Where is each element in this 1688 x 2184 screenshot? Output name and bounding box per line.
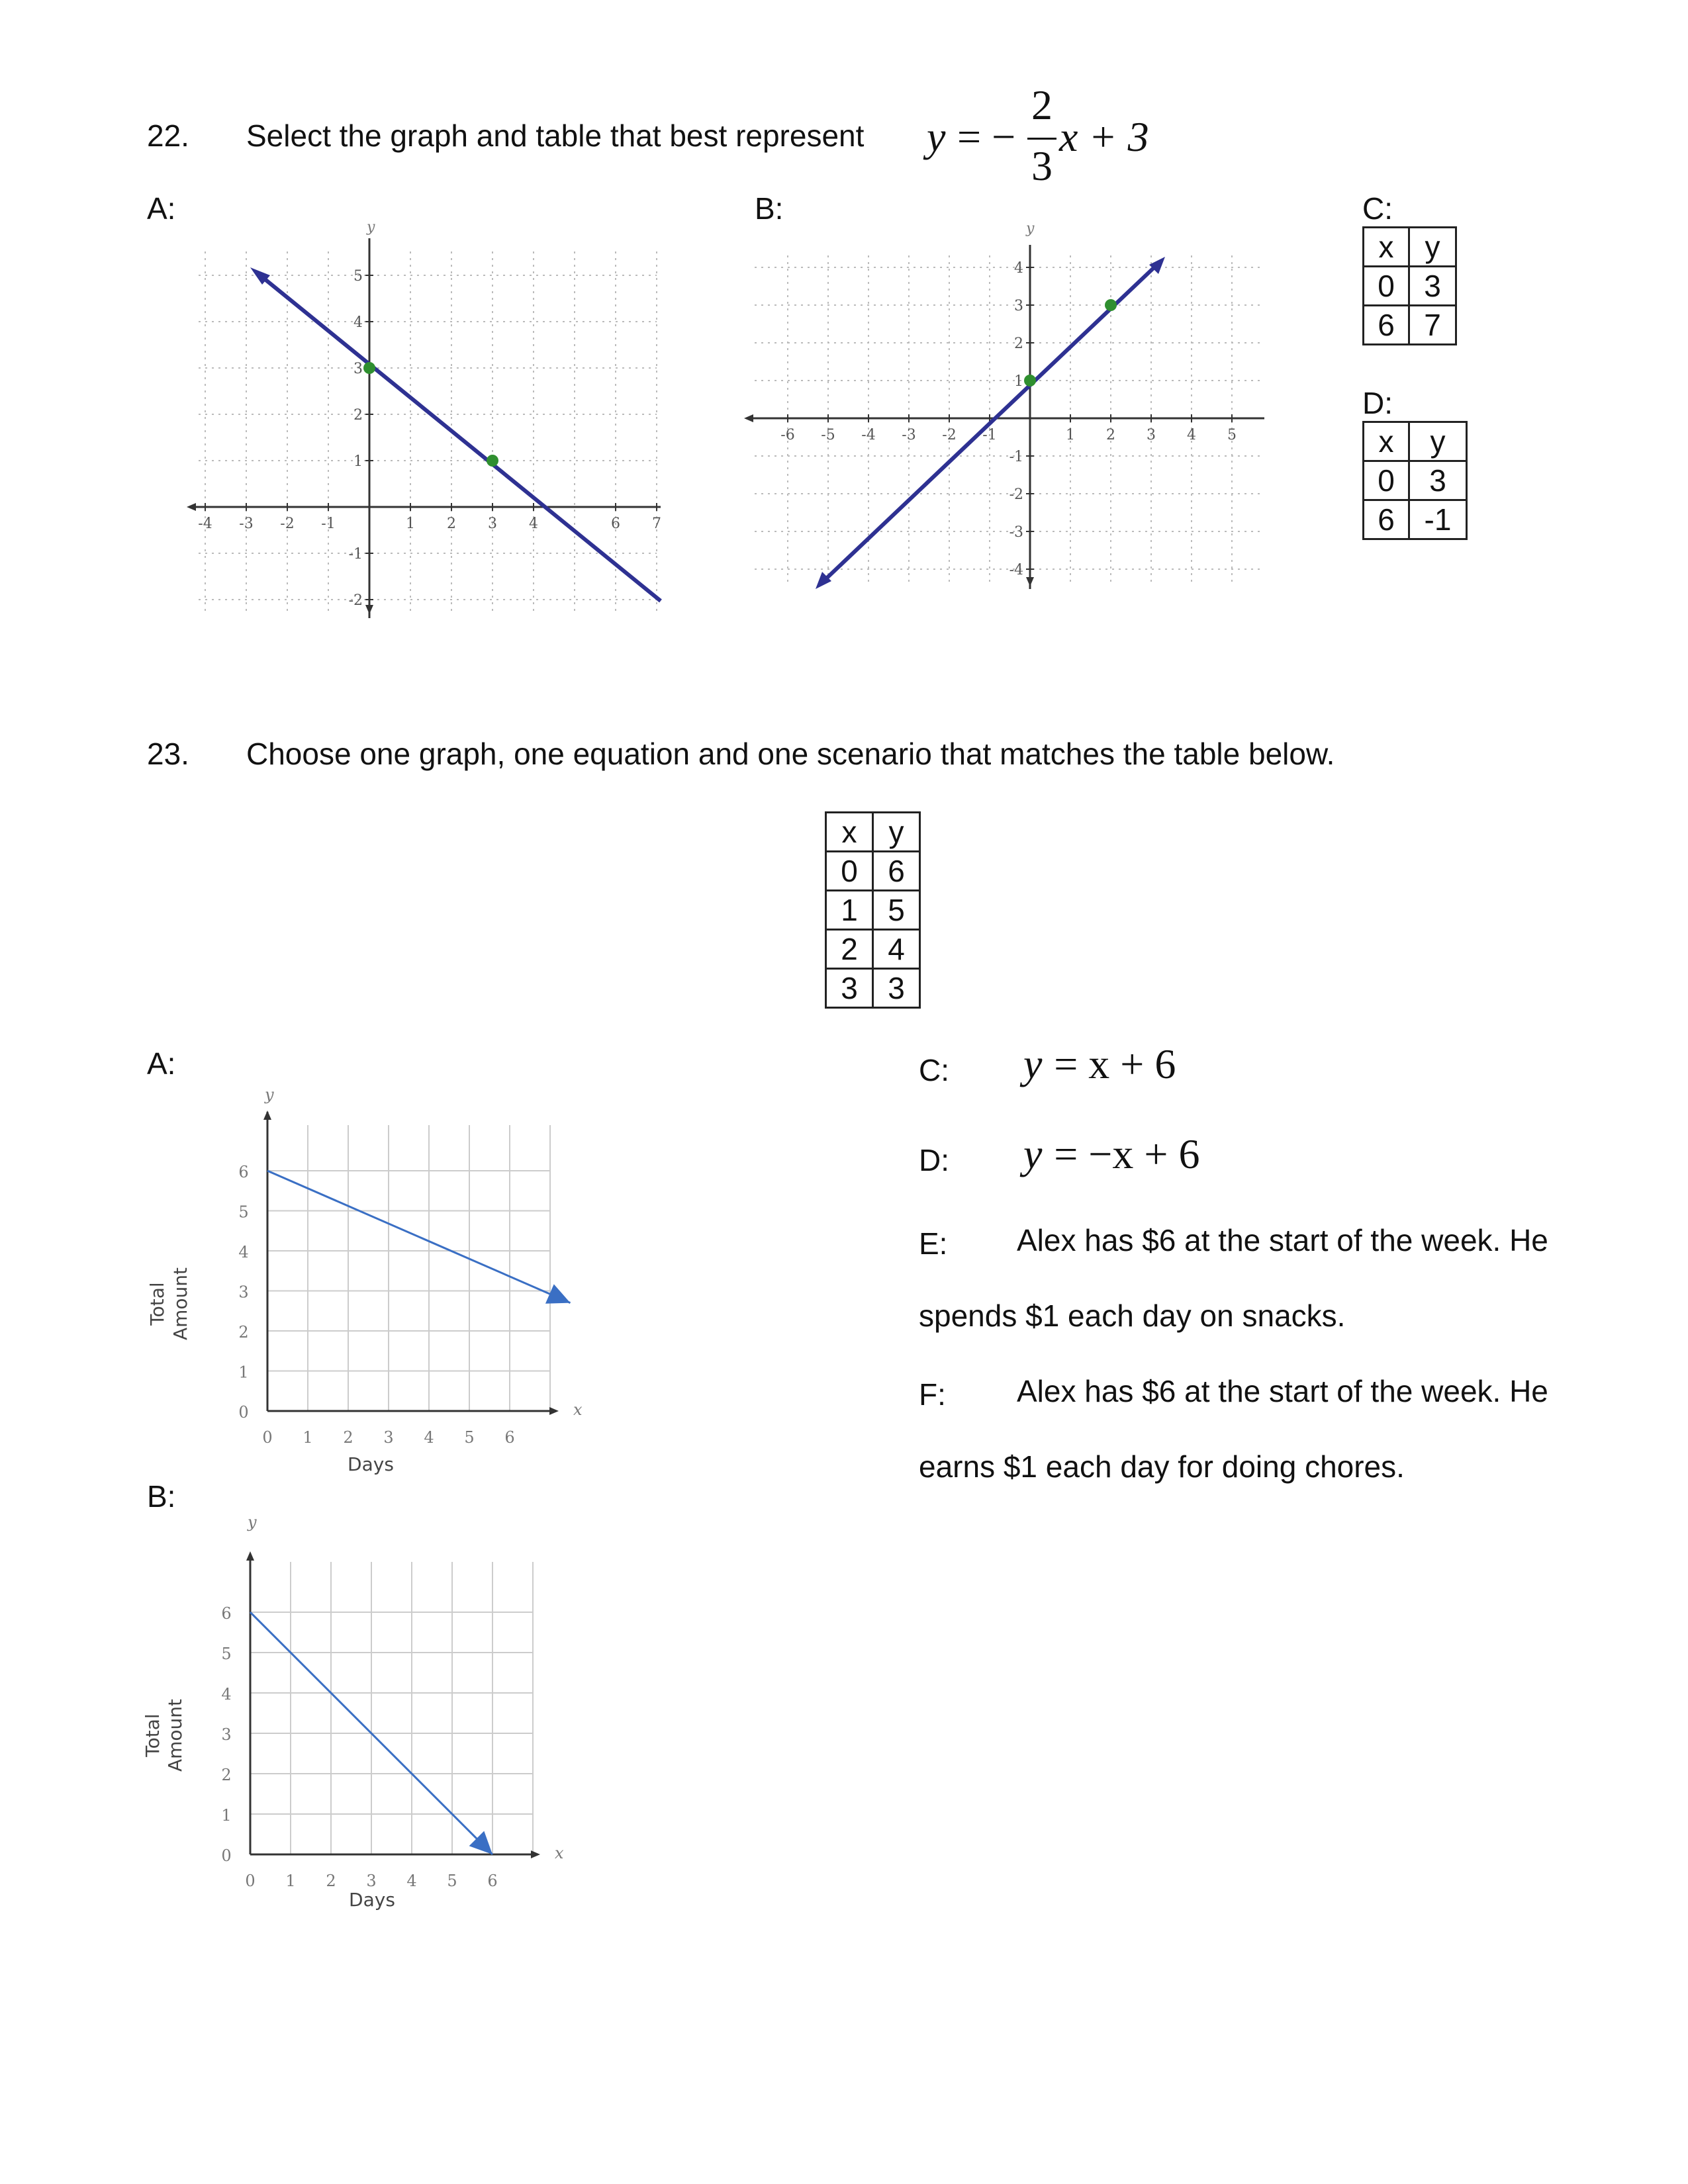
q23-option-d-label: D: bbox=[919, 1143, 949, 1177]
cell: 5 bbox=[873, 891, 920, 930]
equation-rhs: = x + 6 bbox=[1054, 1040, 1176, 1087]
x-axis-arrow bbox=[744, 414, 753, 422]
y-tick-label: 3 bbox=[238, 1283, 249, 1302]
cell: 3 bbox=[873, 969, 920, 1008]
table-23 bbox=[825, 811, 921, 1009]
table-22d bbox=[1362, 421, 1468, 540]
y-tick-label: 3 bbox=[1014, 298, 1023, 314]
header-y: y bbox=[1409, 422, 1467, 461]
equation-rhs: = −x + 6 bbox=[1054, 1130, 1200, 1177]
fraction-denominator: 3 bbox=[1031, 142, 1053, 189]
graph-23b bbox=[139, 1509, 602, 1919]
cell: 6 bbox=[873, 852, 920, 891]
cell: 6 bbox=[1364, 500, 1409, 539]
q22-option-d-label: D: bbox=[1362, 386, 1393, 420]
x-tick-label: -2 bbox=[942, 427, 957, 443]
x-tick-label: -4 bbox=[861, 427, 876, 443]
table-row bbox=[826, 852, 920, 891]
y-tick-label: 1 bbox=[238, 1363, 249, 1382]
table-header bbox=[1364, 422, 1467, 461]
q23-option-f-line1: Alex has $6 at the start of the week. He bbox=[1017, 1374, 1548, 1408]
fraction-numerator: 2 bbox=[1031, 81, 1053, 128]
q23-option-b-label: B: bbox=[147, 1479, 176, 1514]
y-tick-label: 2 bbox=[221, 1766, 232, 1784]
y-axis-label: y bbox=[248, 1513, 257, 1531]
x-tick-label: 4 bbox=[424, 1428, 434, 1447]
y-tick-label: -3 bbox=[1009, 524, 1023, 541]
fraction-bar bbox=[1027, 138, 1056, 140]
x-tick-label: -4 bbox=[198, 516, 212, 532]
y-tick-label: 6 bbox=[221, 1604, 232, 1623]
header-x: x bbox=[1364, 422, 1409, 461]
q22-option-c-label: C: bbox=[1362, 191, 1393, 226]
x-axis-label: x bbox=[573, 1400, 583, 1419]
equation-rest: x + 3 bbox=[1059, 113, 1149, 160]
x-tick-label: 4 bbox=[406, 1872, 417, 1890]
plotted-point bbox=[1105, 299, 1117, 311]
y-tick-label: 5 bbox=[238, 1203, 249, 1222]
table-row bbox=[826, 969, 920, 1008]
x-tick-label: 3 bbox=[488, 516, 497, 532]
x-tick-label: 0 bbox=[262, 1428, 273, 1447]
q23-option-e-line1: Alex has $6 at the start of the week. He bbox=[1017, 1223, 1548, 1257]
q23-option-c-equation bbox=[1023, 1039, 1176, 1089]
x-axis-arrow bbox=[531, 1850, 540, 1858]
y-axis-arrow bbox=[246, 1551, 254, 1561]
equation-lhs: y bbox=[1023, 1040, 1043, 1087]
x-tick-label: -1 bbox=[321, 516, 336, 532]
y-tick-label: 2 bbox=[1014, 336, 1023, 352]
cell: 6 bbox=[1364, 306, 1409, 345]
x-tick-label: 1 bbox=[285, 1872, 296, 1890]
y-tick-label: 5 bbox=[221, 1645, 232, 1663]
y-tick-label: -4 bbox=[1009, 562, 1023, 578]
y-axis-arrow bbox=[1026, 577, 1034, 586]
x-tick-label: 3 bbox=[366, 1872, 377, 1890]
table-header bbox=[1364, 228, 1456, 267]
question-23-number: 23. bbox=[147, 737, 189, 771]
y-title-line2: Amount bbox=[169, 1267, 191, 1341]
y-tick-label: 6 bbox=[238, 1163, 249, 1181]
cell: 0 bbox=[1364, 267, 1409, 306]
y-axis-label: y bbox=[265, 1085, 274, 1104]
x-tick-label: -6 bbox=[780, 427, 795, 443]
y-tick-label: -1 bbox=[348, 546, 363, 563]
x-tick-label: 4 bbox=[529, 516, 538, 532]
cell: 4 bbox=[873, 930, 920, 969]
q23-option-e-label: E: bbox=[919, 1226, 948, 1261]
y-tick-label: -2 bbox=[1009, 486, 1023, 503]
table-row bbox=[826, 930, 920, 969]
cell: 2 bbox=[826, 930, 873, 969]
q22-option-b-label: B: bbox=[755, 191, 784, 226]
table-row bbox=[1364, 500, 1467, 539]
q23-option-d-equation bbox=[1023, 1129, 1199, 1179]
cell: 0 bbox=[826, 852, 873, 891]
x-tick-label: 6 bbox=[504, 1428, 515, 1447]
cell: 3 bbox=[1409, 461, 1467, 500]
y-tick-label: 2 bbox=[238, 1323, 249, 1342]
x-tick-label: -3 bbox=[239, 516, 254, 532]
graph-22a bbox=[185, 218, 675, 629]
equation-lhs: y bbox=[927, 113, 946, 160]
plotted-point bbox=[363, 362, 375, 374]
y-title-line1: Total bbox=[146, 1282, 168, 1326]
y-axis-label: y bbox=[1026, 220, 1035, 237]
graph-23a bbox=[146, 1079, 609, 1482]
x-tick-label: -5 bbox=[821, 427, 835, 443]
y-tick-label: 4 bbox=[353, 314, 363, 331]
x-tick-label: 1 bbox=[406, 516, 415, 532]
y-tick-label: -1 bbox=[1009, 449, 1023, 465]
x-tick-label: 5 bbox=[447, 1872, 457, 1890]
x-tick-label: 2 bbox=[343, 1428, 353, 1447]
y-tick-label: 1 bbox=[221, 1806, 232, 1825]
x-tick-label: 2 bbox=[447, 516, 456, 532]
y-tick-label: 4 bbox=[1014, 260, 1023, 277]
x-axis-arrow bbox=[187, 503, 196, 511]
x-tick-label: 5 bbox=[1227, 427, 1237, 443]
x-title: Days bbox=[348, 1453, 394, 1475]
x-tick-label: 3 bbox=[1147, 427, 1156, 443]
y-axis-label: y bbox=[367, 219, 375, 236]
header-y: y bbox=[873, 813, 920, 852]
data-line bbox=[267, 1171, 571, 1303]
table-row bbox=[826, 891, 920, 930]
x-tick-label: 1 bbox=[303, 1428, 313, 1447]
y-tick-label: 0 bbox=[238, 1403, 249, 1422]
q23-option-f-line2: earns $1 each day for doing chores. bbox=[919, 1449, 1405, 1484]
x-tick-label: 7 bbox=[652, 516, 661, 532]
q23-option-f-label: F: bbox=[919, 1377, 946, 1412]
x-tick-label: -3 bbox=[902, 427, 916, 443]
x-axis-label: x bbox=[555, 1844, 564, 1862]
header-x: x bbox=[1364, 228, 1409, 267]
plotted-point bbox=[487, 455, 498, 467]
q23-option-c-label: C: bbox=[919, 1053, 949, 1087]
table-row bbox=[1364, 461, 1467, 500]
x-tick-label: 2 bbox=[326, 1872, 336, 1890]
y-tick-label: 2 bbox=[353, 407, 363, 424]
y-tick-label: 0 bbox=[221, 1846, 232, 1865]
y-tick-label: 4 bbox=[238, 1243, 249, 1261]
table-row bbox=[1364, 306, 1456, 345]
cell: 3 bbox=[826, 969, 873, 1008]
x-tick-label: 6 bbox=[487, 1872, 498, 1890]
cell: 7 bbox=[1409, 306, 1456, 345]
x-axis-arrow bbox=[549, 1407, 559, 1415]
y-tick-label: 5 bbox=[353, 268, 363, 285]
x-tick-label: 4 bbox=[1187, 427, 1196, 443]
plotted-point bbox=[1024, 375, 1036, 387]
y-tick-label: 1 bbox=[353, 453, 363, 470]
equation-lhs: y bbox=[1023, 1130, 1043, 1177]
y-tick-label: 3 bbox=[221, 1725, 232, 1744]
table-22c bbox=[1362, 226, 1457, 345]
cell: 1 bbox=[826, 891, 873, 930]
y-tick-label: -2 bbox=[348, 592, 363, 609]
y-title-line2: Amount bbox=[164, 1698, 186, 1772]
q23-option-e-line2: spends $1 each day on snacks. bbox=[919, 1298, 1346, 1333]
x-tick-label: 1 bbox=[1066, 427, 1075, 443]
cell: 3 bbox=[1409, 267, 1456, 306]
equation-equals: = − bbox=[957, 113, 1016, 160]
x-tick-label: 6 bbox=[611, 516, 620, 532]
x-tick-label: 3 bbox=[383, 1428, 394, 1447]
x-tick-label: 5 bbox=[464, 1428, 475, 1447]
table-row bbox=[1364, 267, 1456, 306]
header-y: y bbox=[1409, 228, 1456, 267]
x-tick-label: 2 bbox=[1106, 427, 1115, 443]
table-header bbox=[826, 813, 920, 852]
graph-22b bbox=[741, 218, 1271, 602]
q22-option-a-label: A: bbox=[147, 191, 176, 226]
y-title-line1: Total bbox=[142, 1713, 164, 1757]
y-tick-label: 4 bbox=[221, 1685, 232, 1704]
q23-option-a-label: A: bbox=[147, 1046, 176, 1081]
cell: 0 bbox=[1364, 461, 1409, 500]
y-tick-label: 1 bbox=[1014, 373, 1023, 390]
question-22-number: 22. bbox=[147, 118, 189, 153]
cell: -1 bbox=[1409, 500, 1467, 539]
header-x: x bbox=[826, 813, 873, 852]
y-tick-label: 3 bbox=[353, 361, 363, 377]
y-axis-arrow bbox=[263, 1111, 271, 1120]
question-23-prompt: Choose one graph, one equation and one scenario that matches the table below. bbox=[246, 737, 1335, 771]
question-22-prompt: Select the graph and table that best represent bbox=[246, 118, 865, 153]
question-22-equation bbox=[927, 81, 1158, 193]
x-tick-label: 0 bbox=[245, 1872, 256, 1890]
x-tick-label: -2 bbox=[280, 516, 295, 532]
x-tick-label: -1 bbox=[982, 427, 997, 443]
y-axis-arrow bbox=[365, 605, 373, 614]
x-title: Days bbox=[349, 1889, 395, 1911]
